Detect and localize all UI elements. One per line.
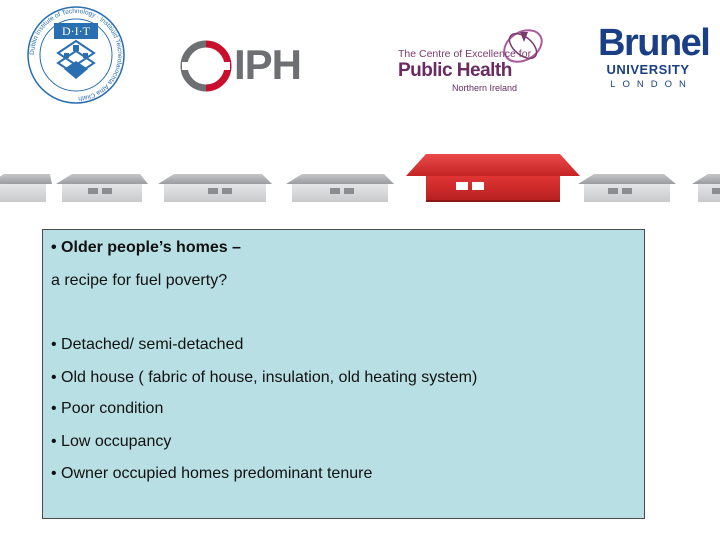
brunel-name: Brunel — [598, 22, 710, 64]
bullet-item: • Old house ( fabric of house, insulation, old heating system) — [51, 369, 478, 386]
bullet-item: • Low occupancy — [51, 433, 172, 450]
cph-line2: Public Health — [398, 60, 512, 81]
dit-ring-text: Dublin Institute of Technology · Institiúid Teicneolaíochta Átha Cliath — [28, 7, 124, 102]
subheading-line: a recipe for fuel poverty? — [51, 272, 228, 289]
cph-line3: Northern Ireland — [452, 83, 518, 93]
house-icon — [56, 174, 148, 202]
bullet-item: • Owner occupied homes predominant tenure — [51, 465, 373, 482]
content-box — [42, 229, 645, 519]
brunel-city: LONDON — [610, 79, 693, 90]
bullet-item: • Poor condition — [51, 400, 164, 417]
house-icon — [286, 174, 394, 202]
brunel-logo — [598, 22, 710, 104]
house-highlighted-icon — [406, 154, 580, 202]
dit-abbr: D·I·T — [62, 24, 90, 38]
cph-line1: The Centre of Excellence for — [398, 48, 532, 60]
logo-header — [0, 0, 720, 130]
house-icon — [158, 174, 272, 202]
heading-line: • Older people’s homes – — [51, 239, 241, 256]
house-icon — [578, 174, 676, 202]
dit-seal-logo — [20, 5, 132, 105]
houses-banner — [0, 150, 720, 212]
iph-logo-text: IPH — [234, 41, 302, 88]
house-icon — [0, 174, 52, 202]
bullet-item: • Detached/ semi-detached — [51, 336, 244, 353]
brunel-university: UNIVERSITY — [606, 62, 690, 77]
cph-logo — [398, 18, 548, 98]
house-icon — [692, 174, 720, 202]
